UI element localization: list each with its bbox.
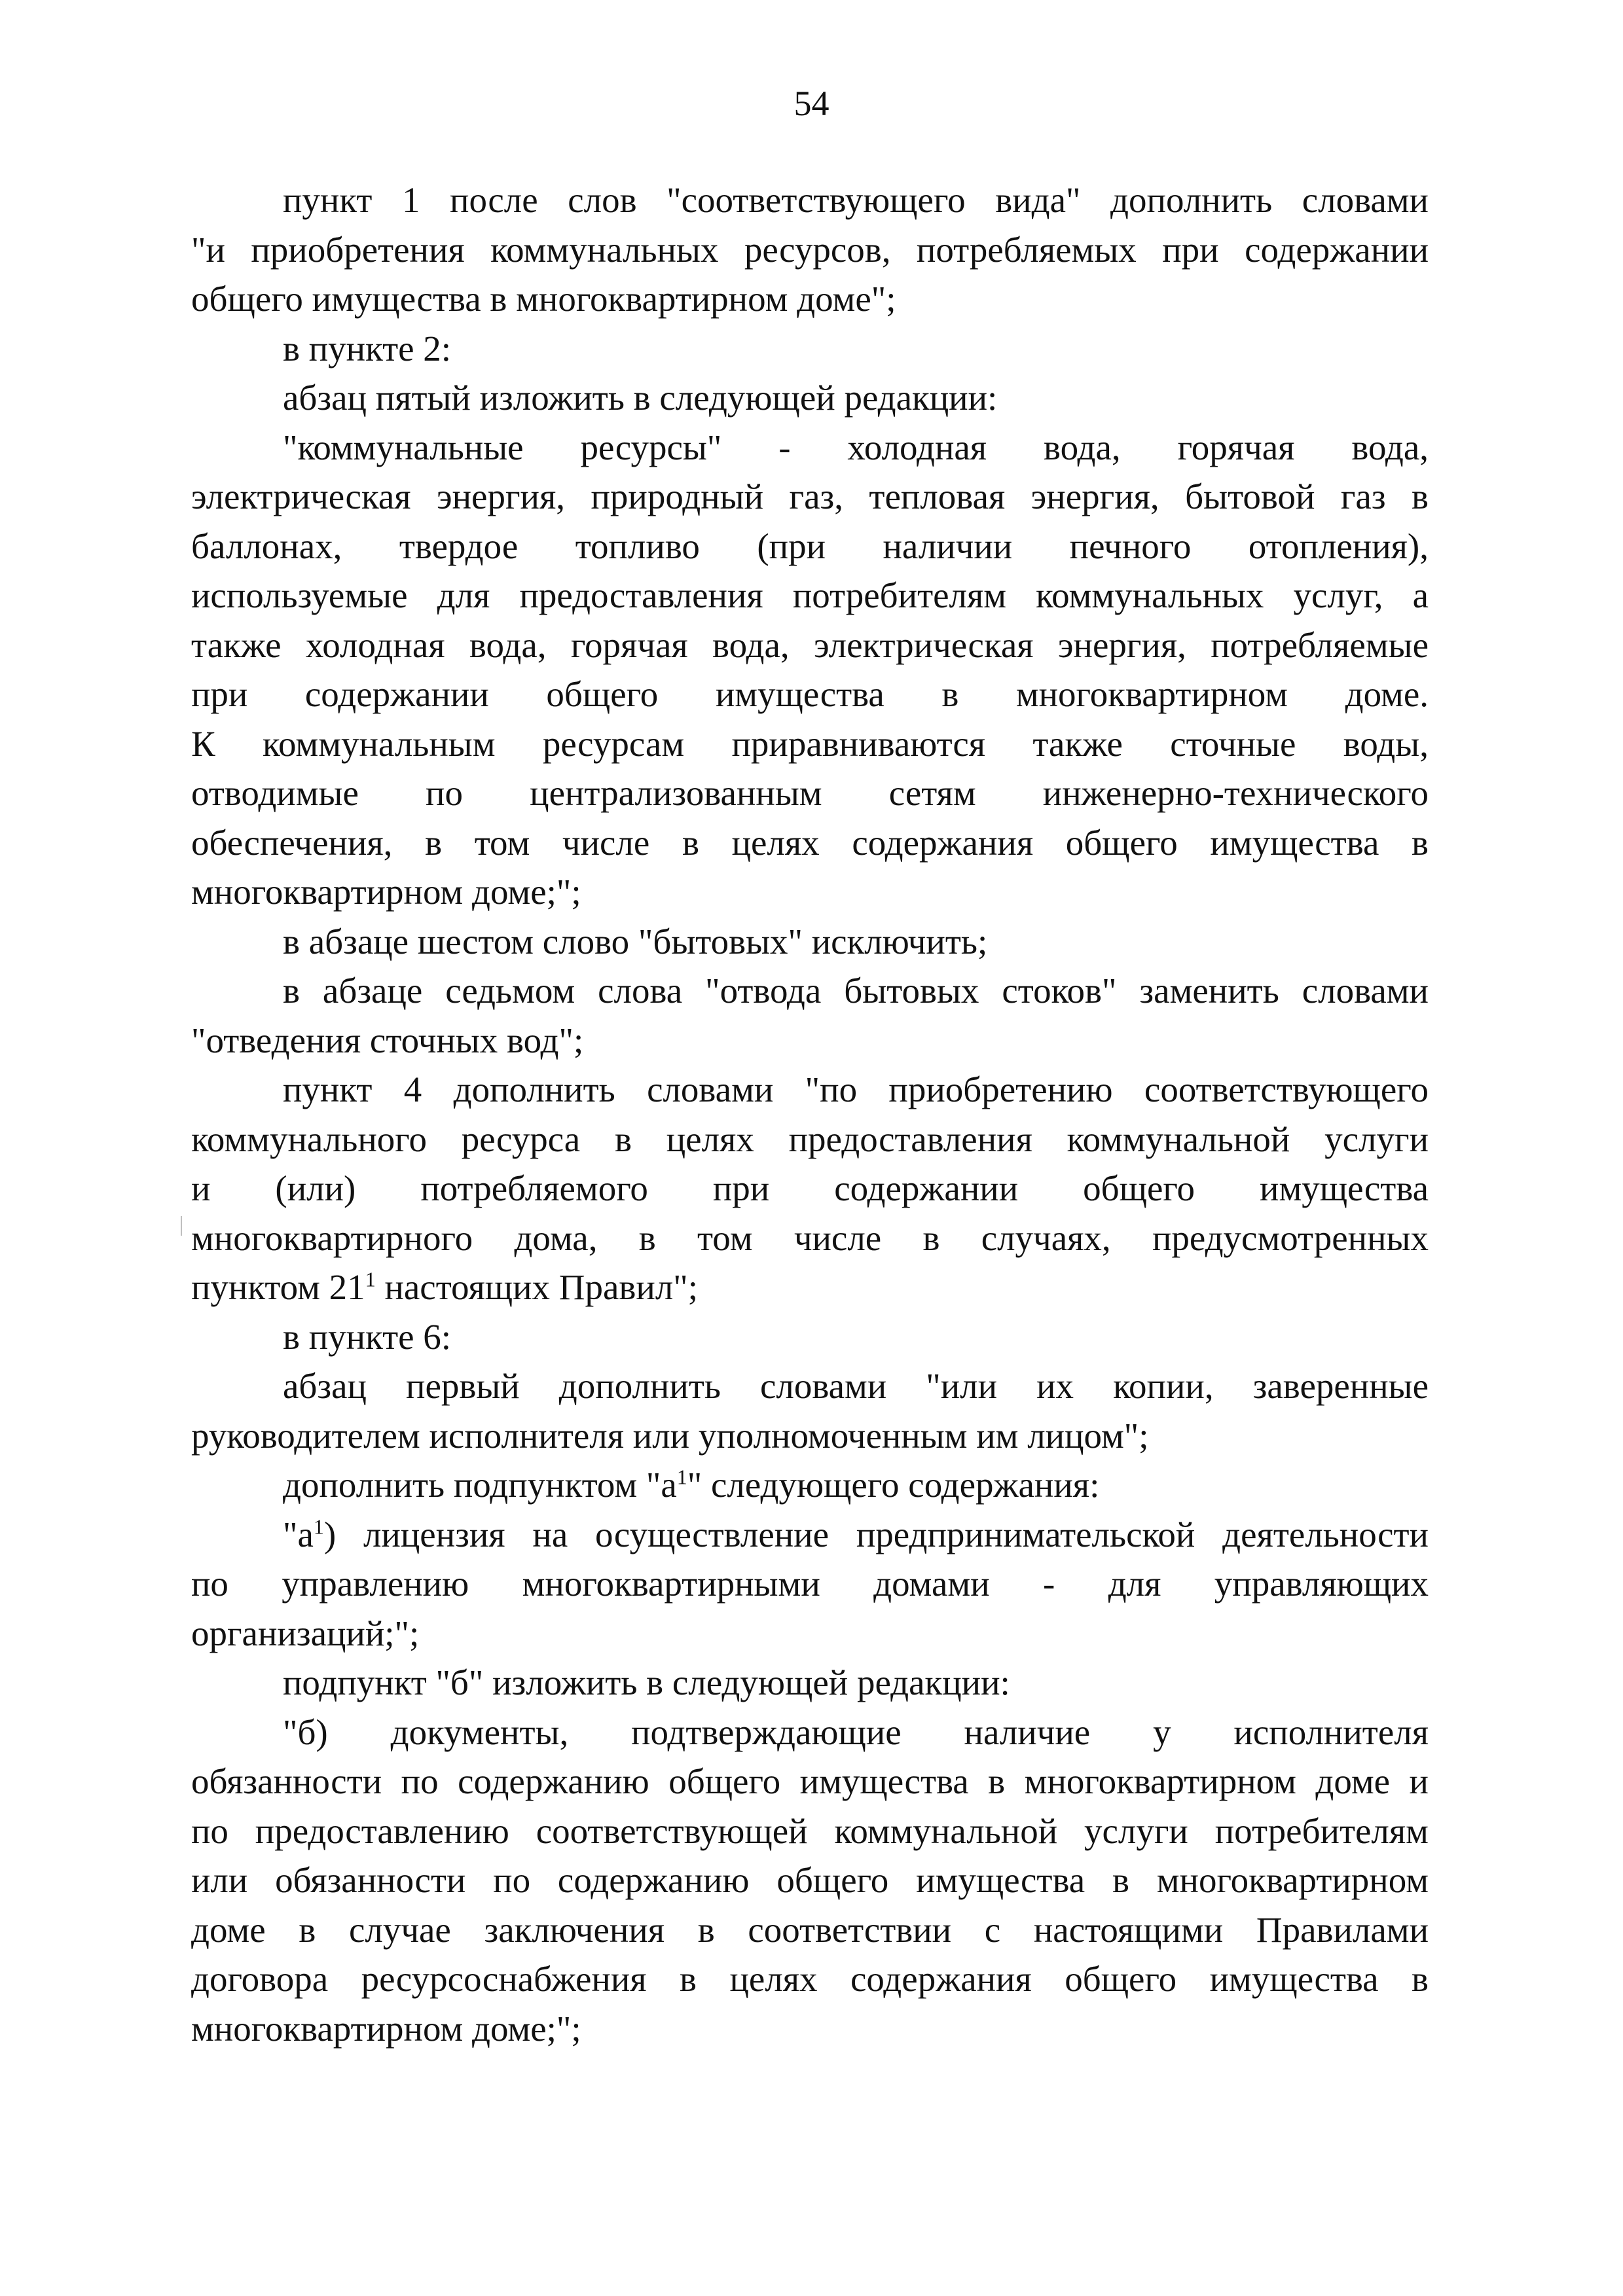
superscript: 1 <box>676 1465 687 1489</box>
page-number: 54 <box>793 84 830 123</box>
paragraph-punkt-4 <box>191 1065 1429 1312</box>
text-line: в абзаце шестом слово "бытовых" исключить; <box>283 921 988 961</box>
text-run: ) лицензия на осуществление предпринимательской деятельности <box>323 1514 1429 1554</box>
text-run: " следующего содержания: <box>687 1465 1100 1505</box>
paragraph-kommunalnye-resursy <box>191 423 1429 917</box>
text-line: или обязанности по содержанию общего имущества в многоквартирном <box>191 1860 1429 1900</box>
text-line: также холодная вода, горячая вода, электрическая энергия, потребляемые <box>191 624 1429 665</box>
scan-artifact-mark <box>181 1216 182 1236</box>
text-line: и (или) потребляемого при содержании общего имущества <box>191 1168 1429 1208</box>
text-line <box>191 1510 1429 1560</box>
text-line: "и приобретения коммунальных ресурсов, потребляемых при содержании <box>191 229 1429 270</box>
text-line: доме в случае заключения в соответствии с настоящими Правилами <box>191 1909 1429 1950</box>
text-line: используемые для предоставления потребителям коммунальных услуг, а <box>191 575 1429 615</box>
text-line: подпункт "б" изложить в следующей редакции: <box>283 1662 1010 1702</box>
superscript: 1 <box>313 1515 324 1539</box>
text-run: "а <box>283 1514 314 1554</box>
text-line: договора ресурсоснабжения в целях содержания общего имущества в <box>191 1959 1429 1999</box>
text-run: настоящих Правил"; <box>375 1267 699 1307</box>
text-line: общего имущества в многоквартирном доме"; <box>191 279 896 319</box>
paragraph-b-dokumenty <box>191 1708 1429 2054</box>
paragraph-a1-licenziya <box>191 1510 1429 1659</box>
text-line: пункт 1 после слов "соответствующего вида" дополнить словами <box>283 180 1429 220</box>
text-line: многоквартирного дома, в том числе в случаях, предусмотренных <box>191 1217 1429 1258</box>
text-line: "коммунальные ресурсы" - холодная вода, горячая вода, <box>283 427 1429 467</box>
paragraph-abzac-pervyy <box>191 1361 1429 1460</box>
text-line: многоквартирном доме;"; <box>191 2008 581 2049</box>
document-body <box>191 175 1429 2053</box>
paragraph-punkt-1 <box>191 175 1429 324</box>
text-line: в абзаце седьмом слова "отвода бытовых стоков" заменить словами <box>283 971 1429 1011</box>
text-line: в пункте 2: <box>283 328 452 368</box>
text-line: коммунального ресурса в целях предоставления коммунальной услуги <box>191 1119 1429 1159</box>
text-line: руководителем исполнителя или уполномоченным им лицом"; <box>191 1415 1149 1456</box>
text-line: электрическая энергия, природный газ, тепловая энергия, бытовой газ в <box>191 476 1429 516</box>
text-line: многоквартирном доме;"; <box>191 872 581 912</box>
text-line <box>191 1263 1429 1312</box>
text-line: пункт 4 дополнить словами "по приобретению соответствующего <box>283 1069 1429 1109</box>
text-line: обеспечения, в том числе в целях содержания общего имущества в <box>191 822 1429 863</box>
superscript: 1 <box>365 1267 376 1291</box>
text-line: по управлению многоквартирными домами - для управляющих <box>191 1564 1429 1604</box>
text-line: "б) документы, подтверждающие наличие у исполнителя <box>283 1712 1429 1752</box>
text-line: обязанности по содержанию общего имущества в многоквартирном доме и <box>191 1761 1429 1801</box>
text-line: абзац пятый изложить в следующей редакции: <box>283 378 998 418</box>
text-line: баллонах, твердое топливо (при наличии печного отопления), <box>191 526 1429 566</box>
text-line: по предоставлению соответствующей коммунальной услуги потребителям <box>191 1810 1429 1851</box>
paragraph-abzac-sedmoy <box>191 966 1429 1065</box>
text-run: пунктом 21 <box>191 1267 365 1307</box>
text-line: абзац первый дополнить словами "или их копии, заверенные <box>283 1366 1429 1406</box>
text-line: отводимые по централизованным сетям инженерно-технического <box>191 773 1429 813</box>
text-run: дополнить подпунктом "а <box>283 1465 677 1505</box>
text-line: организаций;"; <box>191 1613 420 1653</box>
text-line <box>191 1460 1429 1510</box>
text-line: К коммунальным ресурсам приравниваются также сточные воды, <box>191 723 1429 764</box>
text-line: при содержании общего имущества в многоквартирном доме. <box>191 674 1429 714</box>
text-line: в пункте 6: <box>283 1316 452 1357</box>
text-line: "отведения сточных вод"; <box>191 1020 584 1060</box>
